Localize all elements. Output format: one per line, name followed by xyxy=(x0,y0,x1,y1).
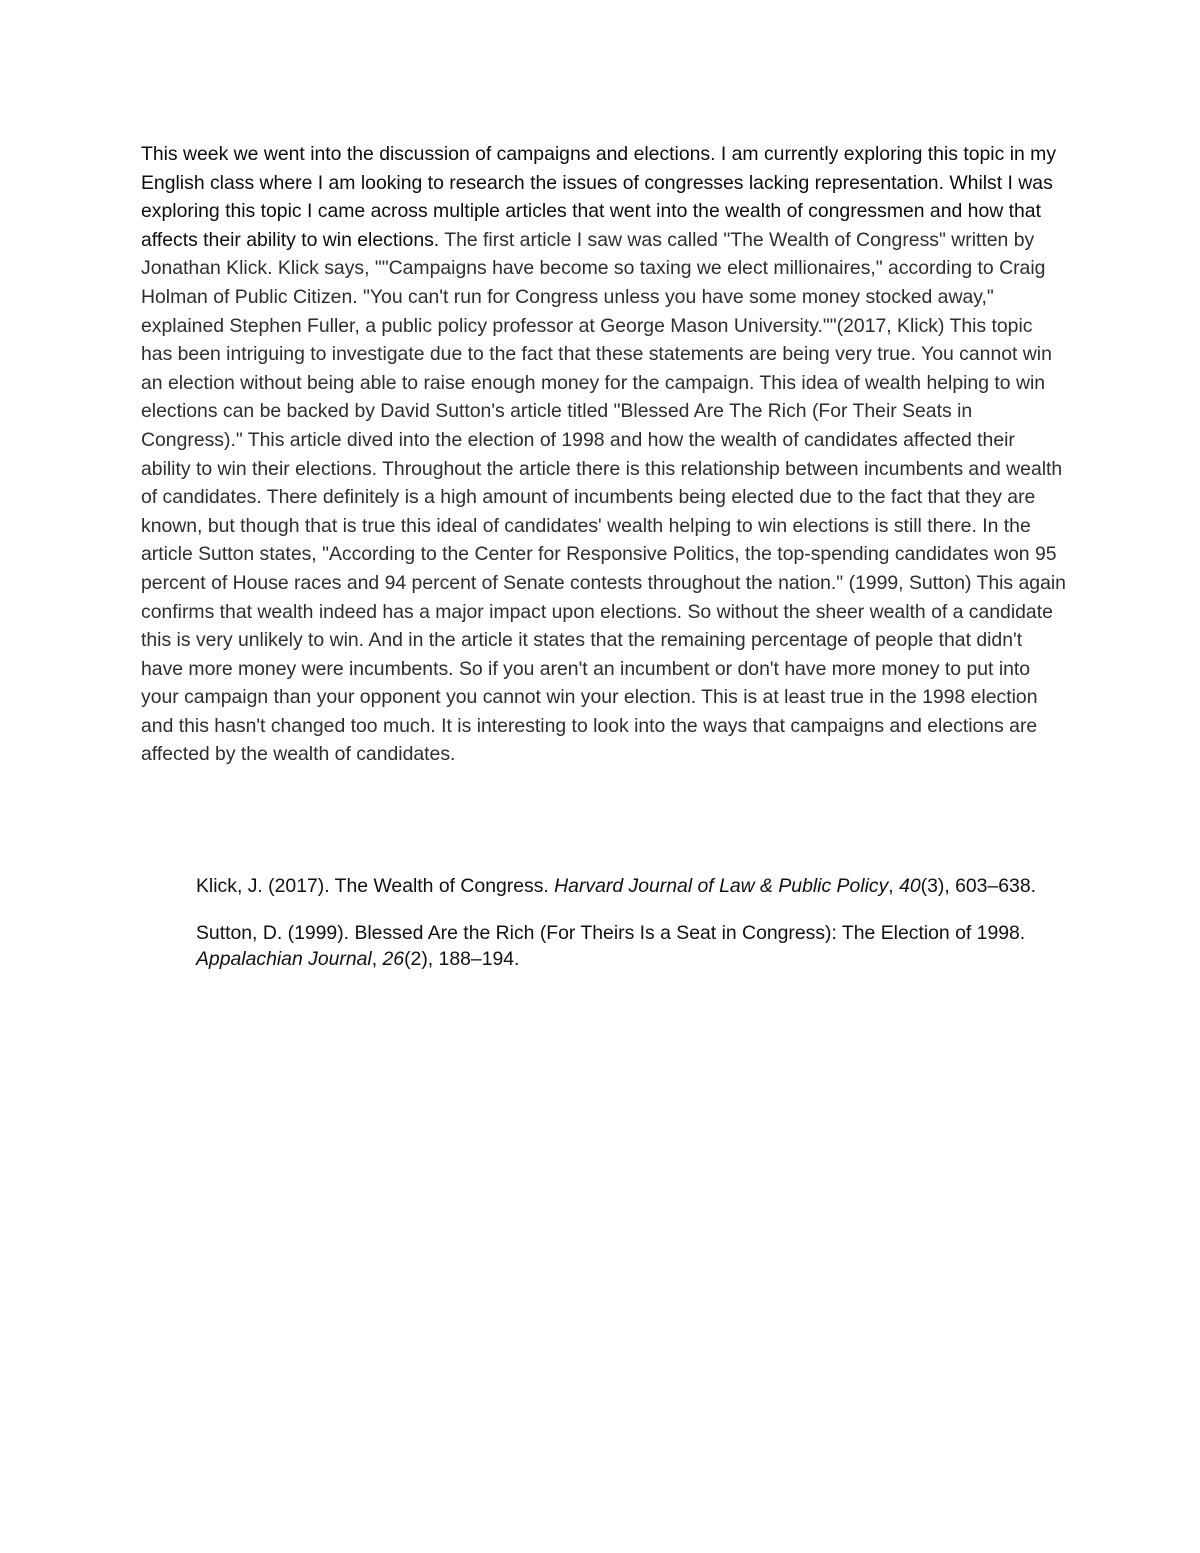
reference-entry xyxy=(196,873,1071,899)
reference-issue-pages: (3), 603–638. xyxy=(920,875,1036,897)
reference-separator: , xyxy=(888,875,900,897)
reference-volume: 26 xyxy=(382,948,405,970)
reference-citation: Klick, J. (2017). The Wealth of Congress. xyxy=(196,875,555,897)
essay-paragraph xyxy=(141,140,1066,769)
essay-body-text: The first article I saw was called "The Wealth of Congress" written by Jonathan Klick. Klick says, ""Campaigns have become so taxing we elect millionaires," according to Craig Holman of Public Citizen. "You can't run for Congress unless you have some money stocked away," explained Stephen Fuller, a public policy professor at George Mason University.""(2017, Klick) This topic has been intriguing to investigate due to the fact that these statements are being very true. You cannot win an election without being able to raise enough money for the campaign. This idea of wealth helping to win elections can be backed by David Sutton's article titled "Blessed Are The Rich (For Their Seats in Congress)." This article dived into the election of 1998 and how the wealth of candidates affected their ability to win their elections. Throughout the article there is this relationship between incumbents and wealth of candidates. There definitely is a high amount of incumbents being elected due to the fact that they are known, but though that is true this ideal of candidates' wealth helping to win elections is still there. In the article Sutton states, "According to the Center for Responsive Politics, the top-spending candidates won 95 percent of House races and 94 percent of Senate contests throughout the nation." (1999, Sutton) This again confirms that wealth indeed has a major impact upon elections. So without the sheer wealth of a candidate this is very unlikely to win. And in the article it states that the remaining percentage of people that didn't have more money were incumbents. So if you aren't an incumbent or don't have more money to put into your campaign than your opponent you cannot win your election. This is at least true in the 1998 election and this hasn't changed too much. It is interesting to look into the ways that campaigns and elections are affected by the wealth of candidates. xyxy=(141,228,1066,766)
reference-journal: Appalachian Journal xyxy=(196,948,372,970)
reference-entry xyxy=(196,920,1071,972)
reference-citation: Sutton, D. (1999). Blessed Are the Rich (For Theirs Is a Seat in Congress): The Election of 1998. xyxy=(196,922,1026,944)
reference-separator: , xyxy=(371,948,383,970)
essay-intro-text: This week we went into the discussion of campaigns and elections. I am currently exploring this topic in my English class where I am looking to research the issues of congresses lacking representation. Whilst I was exploring this topic I came across multiple articles that went into the wealth of congressmen and how that affects their ability to win elections. xyxy=(141,143,1057,251)
reference-journal: Harvard Journal of Law & Public Policy xyxy=(554,875,889,897)
reference-issue-pages: (2), 188–194. xyxy=(404,948,520,970)
reference-volume: 40 xyxy=(899,875,921,897)
references-list xyxy=(196,873,1071,993)
